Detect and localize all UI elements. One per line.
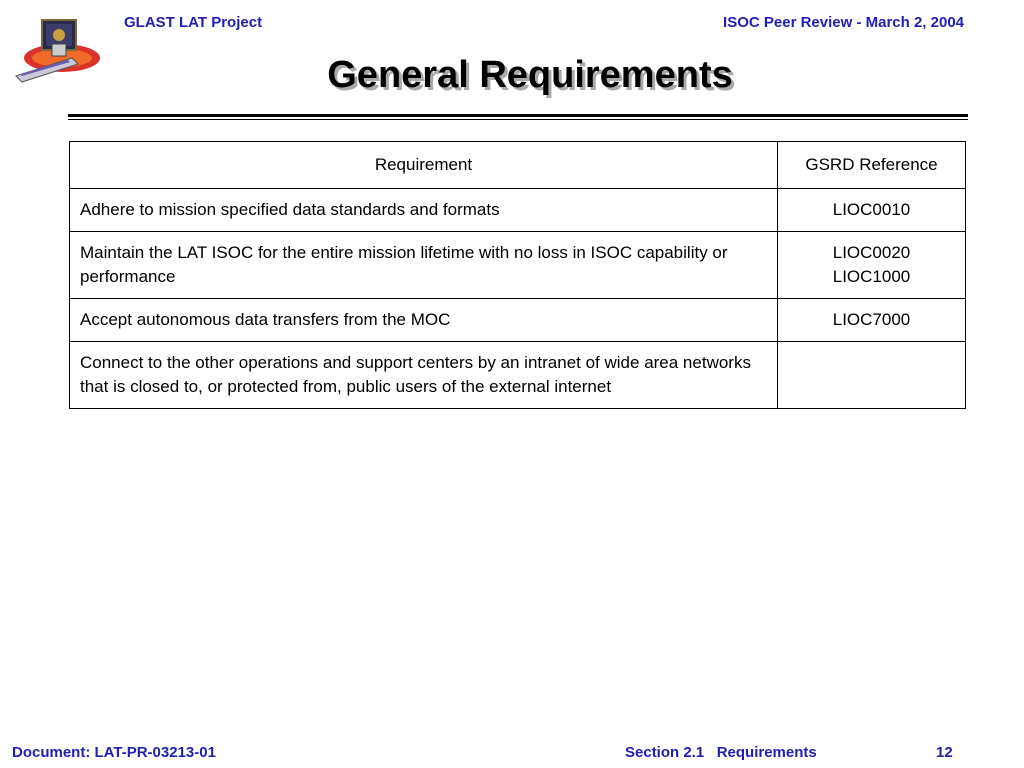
table-row (70, 299, 966, 342)
requirement-cell: Connect to the other operations and support centers by an intranet of wide area networks that is closed to, or protected from, public users of the external internet (70, 342, 778, 409)
requirement-cell: Accept autonomous data transfers from the MOC (70, 299, 778, 342)
footer-page-number: 12 (936, 744, 953, 761)
requirement-cell: Maintain the LAT ISOC for the entire mission lifetime with no loss in ISOC capability or performance (70, 232, 778, 299)
reference-code: LIOC0010 (832, 200, 911, 219)
column-header-gsrd-reference: GSRD Reference (778, 142, 966, 189)
title-divider (68, 114, 968, 117)
table-header-row (70, 142, 966, 189)
review-info: ISOC Peer Review - March 2, 2004 (723, 14, 964, 31)
title-divider-thin (68, 119, 968, 120)
reference-code: LIOC1000 (832, 267, 911, 286)
requirement-cell: Adhere to mission specified data standards and formats (70, 189, 778, 232)
reference-cell (778, 232, 966, 299)
table-row (70, 342, 966, 409)
footer-section: Section 2.1 Requirements (625, 744, 817, 761)
requirements-table (69, 141, 966, 409)
footer-document-id: Document: LAT-PR-03213-01 (12, 744, 216, 761)
reference-cell (778, 189, 966, 232)
table-row (70, 189, 966, 232)
table-row (70, 232, 966, 299)
reference-code: LIOC0020 (832, 243, 911, 262)
reference-cell (778, 342, 966, 409)
column-header-requirement: Requirement (70, 142, 778, 189)
project-name: GLAST LAT Project (124, 14, 263, 31)
slide-title: General Requirements (327, 54, 733, 96)
reference-code: LIOC7000 (832, 310, 911, 329)
reference-cell (778, 299, 966, 342)
